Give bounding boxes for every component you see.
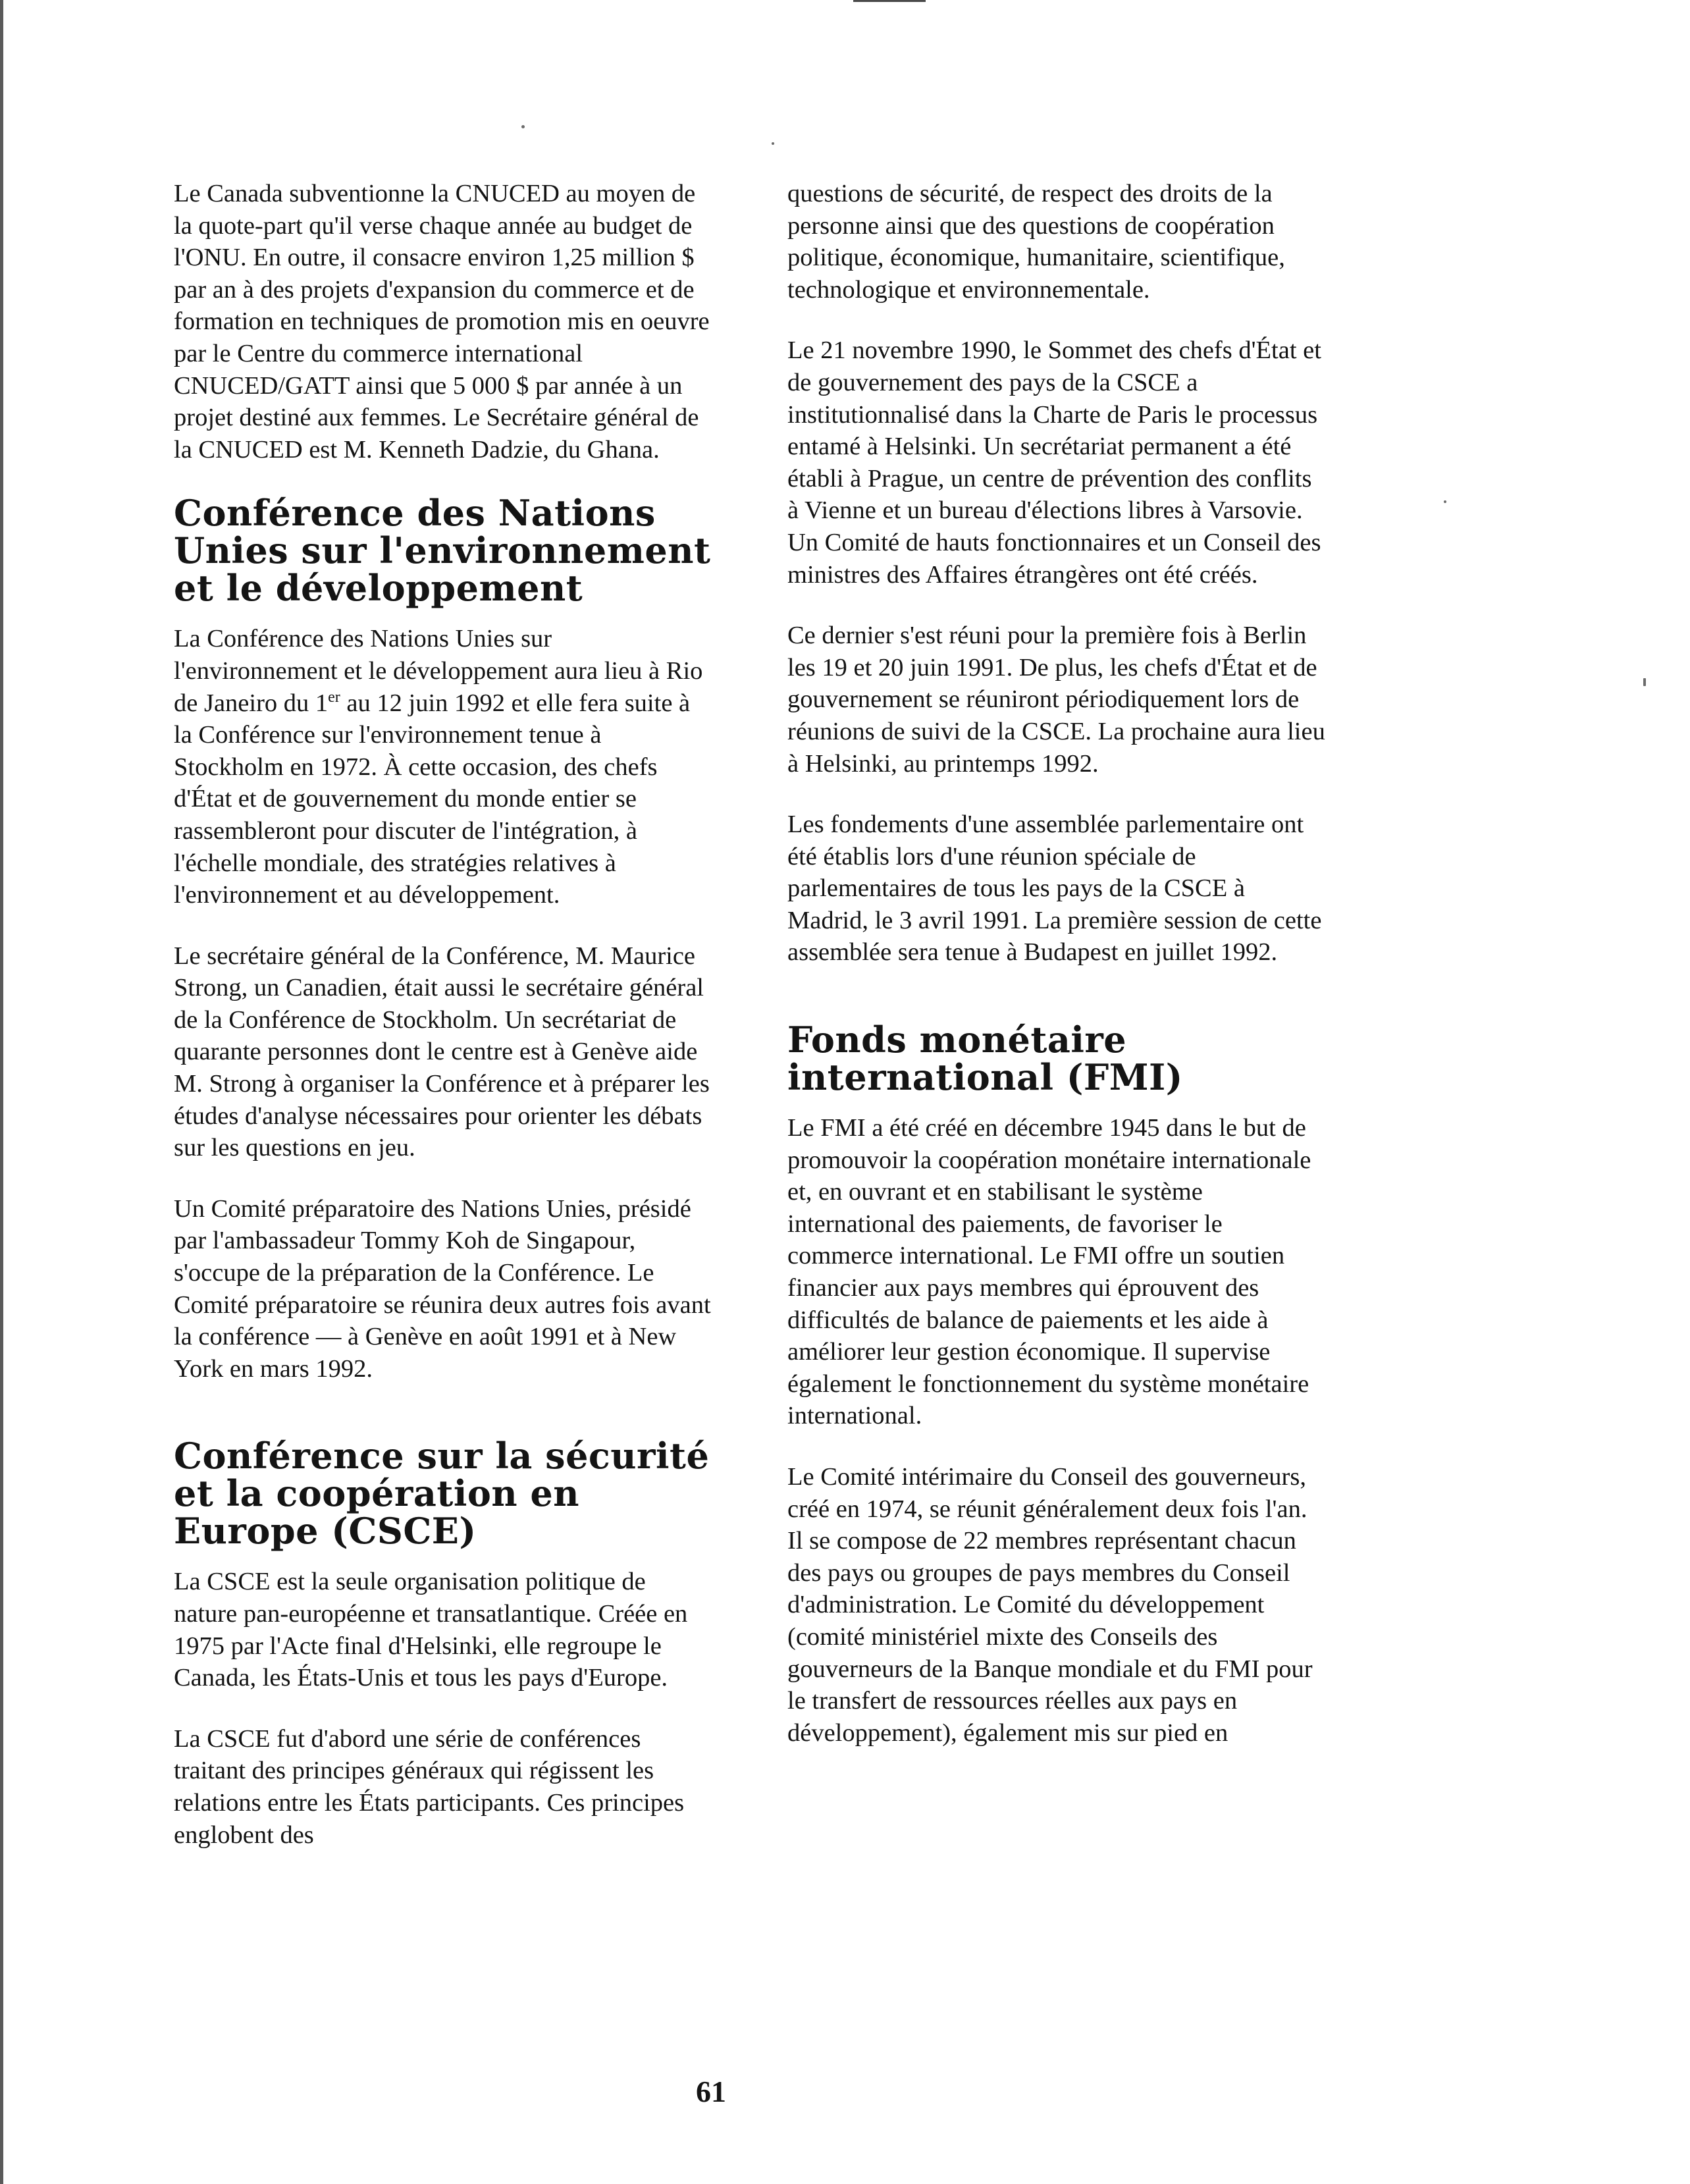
csce-summit-paragraph: Le 21 novembre 1990, le Sommet des chefs d'État et de gouvernement des pays de la CSCE a institutionnalisé dans la Charte de Paris le processus entamé à Helsinki. Un secrétariat permanent a été établi à Prague, un centre de prévention des conflits à Vienne et un bureau d'élections libres à Varsovie. Un Comité de hauts fonctionnaires et un Conseil des ministres des Affaires étrangères ont été créés. bbox=[787, 336, 1321, 589]
unced-intro-text: La Conférence des Nations Unies sur l'environnement et le développement aura lieu à Rio de Janeiro du 1 bbox=[174, 625, 703, 717]
unced-intro-paragraph bbox=[174, 623, 714, 911]
left-column bbox=[174, 178, 714, 1880]
csce-intro-paragraph: La CSCE est la seule organisation politique de nature pan-européenne et transatlantique. Créée en 1975 par l'Acte final d'Helsinki, elle regroupe le Canada, les États-Unis et tous les pays d'Europe. bbox=[174, 1568, 688, 1692]
imf-intro-paragraph: Le FMI a été créé en décembre 1945 dans le but de promouvoir la coopération monétaire internationale et, en ouvrant et en stabilisant le système international des paiements, de favoriser le commerce international. Le FMI offre un soutien financier aux pays membres qui éprouvent des difficultés de balance de paiements et les aide à améliorer leur gestion économique. Il supervise également le fonctionnement du système monétaire international. bbox=[787, 1114, 1311, 1430]
unced-committee-paragraph: Un Comité préparatoire des Nations Unies, présidé par l'ambassadeur Tommy Koh de Singapour, s'occupe de la préparation de la Conférence. Le Comité préparatoire se réunira deux autres fois avant la conférence — à Genève en août 1991 et à New York en mars 1992. bbox=[174, 1194, 711, 1383]
right-column bbox=[787, 178, 1327, 1778]
imf-committee-paragraph: Le Comité intérimaire du Conseil des gouverneurs, créé en 1974, se réunit généralement deux fois l'an. Il se compose de 22 membres représentant chacun des pays ou groupes de pays membres du Conseil d'administration. Le Comité du développement (comité ministériel mixte des Conseils des gouverneurs de la Banque mondiale et du FMI pour le transfert de ressources réelles aux pays en développement), également mis sur pied en bbox=[787, 1463, 1313, 1747]
csce-berlin-paragraph: Ce dernier s'est réuni pour la première fois à Berlin les 19 et 20 juin 1991. De plus, les chefs d'État et de gouvernement se réuniront périodiquement lors de réunions de suivi de la CSCE. La prochaine aura lieu à Helsinki, au printemps 1992. bbox=[787, 622, 1325, 778]
scan-edge-left bbox=[0, 0, 3, 2184]
scan-speck bbox=[521, 125, 525, 128]
unced-heading: Conférence des Nations Unies sur l'environnement et le développement bbox=[174, 492, 711, 610]
ordinal-superscript: er bbox=[328, 688, 340, 706]
scan-mark-top bbox=[853, 0, 926, 2]
csce-heading: Conférence sur la sécurité et la coopération en Europe (CSCE) bbox=[174, 1435, 710, 1553]
csce-assembly-paragraph: Les fondements d'une assemblée parlementaire ont été établis lors d'une réunion spéciale de parlementaires de tous les pays de la CSCE à Madrid, le 3 avril 1991. La première session de cette assemblée sera tenue à Budapest en juillet 1992. bbox=[787, 811, 1322, 967]
unced-intro-text-cont: au 12 juin 1992 et elle fera suite à la Conférence sur l'environnement tenue à Stockholm en 1972. À cette occasion, des chefs d'État et de gouvernement du monde entier se rassembleront pour discuter de l'intégration, à l'échelle mondiale, des stratégies relatives à l'environnement et au développement. bbox=[174, 689, 691, 909]
scan-speck bbox=[1444, 500, 1446, 503]
scan-speck bbox=[772, 142, 774, 145]
page-number: 61 bbox=[696, 2075, 726, 2108]
imf-heading: Fonds monétaire international (FMI) bbox=[787, 1019, 1183, 1099]
csce-history-paragraph: La CSCE fut d'abord une série de conférences traitant des principes généraux qui régissent les relations entre les États participants. Ces principes englobent des bbox=[174, 1724, 685, 1849]
unced-secretary-paragraph: Le secrétaire général de la Conférence, M. Maurice Strong, un Canadien, était aussi le secrétaire général de la Conférence de Stockholm. Un secrétariat de quarante personnes dont le centre est à Genève aide M. Strong à organiser la Conférence et à préparer les études d'analyse nécessaires pour orienter les débats sur les questions en jeu. bbox=[174, 942, 710, 1162]
csce-principles-paragraph: questions de sécurité, de respect des droits de la personne ainsi que des questions de coopération politique, économique, humanitaire, scientifique, technologique et environnementale. bbox=[787, 180, 1285, 304]
unctad-funding-paragraph: Le Canada subventionne la CNUCED au moyen de la quote-part qu'il verse chaque année au budget de l'ONU. En outre, il consacre environ 1,25 million $ par an à des projets d'expansion du commerce et de formation en techniques de promotion mis en oeuvre par le Centre du commerce international CNUCED/GATT ainsi que 5 000 $ par année à un projet destiné aux femmes. Le Secrétaire général de la CNUCED est M. Kenneth Dadzie, du Ghana. bbox=[174, 180, 710, 464]
scan-speck bbox=[1643, 678, 1646, 686]
